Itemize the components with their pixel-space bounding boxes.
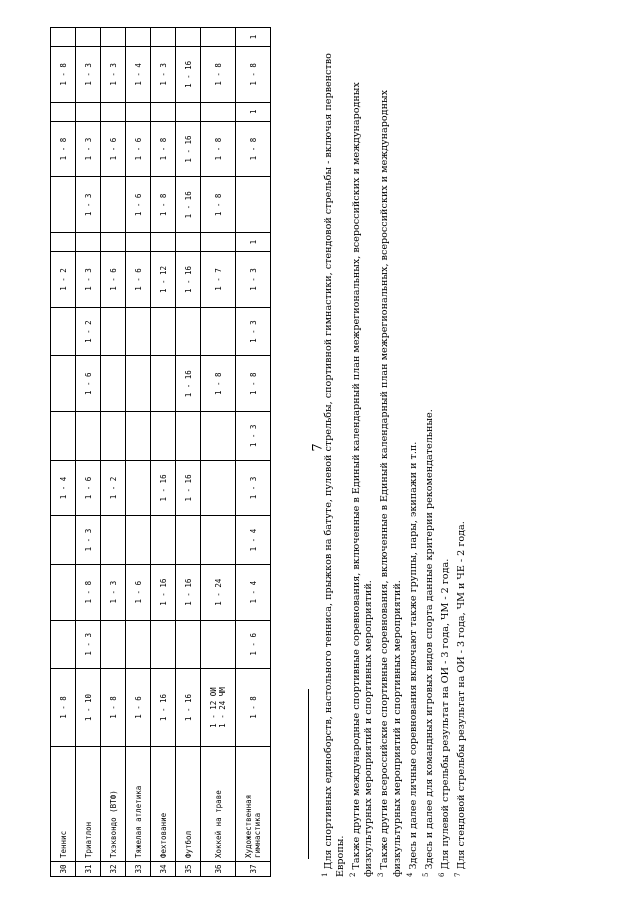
table-cell bbox=[236, 307, 271, 355]
table-cell bbox=[151, 121, 176, 177]
sport-name: Теннис bbox=[51, 747, 76, 862]
cell-line: 1 - 8 bbox=[58, 63, 68, 86]
table-cell bbox=[51, 460, 76, 516]
table-cell bbox=[236, 669, 271, 747]
cell-line: 1 - 12 ОИ bbox=[209, 687, 218, 728]
sport-name: Триатлон bbox=[76, 747, 101, 862]
cell-line: 1 - 6 bbox=[248, 633, 258, 656]
footnote bbox=[436, 27, 452, 877]
cell-line: 1 - 8 bbox=[158, 193, 168, 217]
table-cell bbox=[201, 669, 236, 747]
table-cell bbox=[151, 460, 176, 516]
table-cell bbox=[126, 121, 151, 177]
cell-line: 1 - 3 bbox=[83, 633, 93, 656]
sport-name: Хоккей на траве bbox=[201, 747, 236, 862]
table-cell bbox=[201, 177, 236, 233]
row-number: 33 bbox=[126, 862, 151, 877]
table-row bbox=[201, 28, 236, 877]
table-cell bbox=[201, 121, 236, 177]
table-row bbox=[126, 28, 151, 877]
table-cell bbox=[101, 252, 126, 308]
table-cell bbox=[151, 252, 176, 308]
table-cell bbox=[176, 252, 201, 308]
cell-line: 1 - 3 bbox=[158, 63, 168, 86]
cell-line: 1 - 8 bbox=[108, 696, 118, 719]
cell-line: 1 - 6 bbox=[133, 193, 143, 217]
table-cell bbox=[176, 233, 201, 252]
table-cell bbox=[201, 460, 236, 516]
table-cell bbox=[176, 412, 201, 460]
table-cell bbox=[201, 102, 236, 121]
table-cell bbox=[126, 669, 151, 747]
cell-line: 1 - 8 bbox=[83, 580, 93, 604]
row-number: 30 bbox=[51, 862, 76, 877]
table-cell bbox=[76, 412, 101, 460]
table-cell bbox=[76, 252, 101, 308]
footnote-text: Для спортивных единоборств, настольного тенниса, прыжков на батуте, пулевой стрельбы, спортивной гимнастики, стендовой стрельбы - включая первенство Европы. bbox=[323, 53, 347, 877]
row-number: 34 bbox=[151, 862, 176, 877]
cell-line: 1 - 3 bbox=[248, 268, 258, 291]
cell-line: 1 - 3 bbox=[248, 476, 258, 500]
footnote-text: Для пулевой стрельбы результат на ОИ - 3 года, ЧМ - 2 года. bbox=[440, 558, 452, 870]
cell-line: 1 - 3 bbox=[108, 63, 118, 86]
table-cell bbox=[101, 516, 126, 564]
table-cell bbox=[151, 233, 176, 252]
table-row bbox=[236, 28, 271, 877]
table-cell bbox=[151, 177, 176, 233]
cell-line: 1 bbox=[248, 239, 258, 245]
table-cell bbox=[76, 620, 101, 668]
table-cell bbox=[51, 252, 76, 308]
table-cell bbox=[101, 102, 126, 121]
table-cell bbox=[76, 102, 101, 121]
table-cell bbox=[51, 356, 76, 412]
table-cell bbox=[176, 177, 201, 233]
table-cell bbox=[176, 121, 201, 177]
table-cell bbox=[236, 412, 271, 460]
footnote bbox=[319, 27, 347, 877]
table-cell bbox=[236, 46, 271, 102]
cell-line: 1 - 4 bbox=[133, 63, 143, 86]
cell-line: 1 - 16 bbox=[183, 474, 193, 502]
table-cell bbox=[201, 28, 236, 47]
footnote-text: Также другие международные спортивные соревнования, включенные в Единый календарный план межрегиональных, всероссийских и международных физкультурных мероприятий и спортивных мероприятий. bbox=[351, 82, 375, 877]
table-cell bbox=[151, 669, 176, 747]
cell-line: 1 - 3 bbox=[83, 193, 93, 217]
cell-line: 1 - 8 bbox=[248, 137, 258, 161]
table-cell bbox=[126, 252, 151, 308]
cell-line: 1 - 8 bbox=[213, 193, 223, 217]
table-cell bbox=[201, 620, 236, 668]
table-cell bbox=[236, 564, 271, 620]
table-cell bbox=[51, 669, 76, 747]
footnote-mark: 2 bbox=[349, 872, 358, 877]
sport-name: Фехтование bbox=[151, 747, 176, 862]
table-cell bbox=[126, 516, 151, 564]
table-cell bbox=[101, 121, 126, 177]
table-cell bbox=[76, 564, 101, 620]
cell-line: 1 - 3 bbox=[83, 268, 93, 291]
table-cell bbox=[176, 28, 201, 47]
table-cell bbox=[176, 460, 201, 516]
table-cell bbox=[51, 516, 76, 564]
footnote bbox=[420, 27, 436, 877]
table-cell bbox=[76, 516, 101, 564]
cell-line: 1 - 8 bbox=[58, 696, 68, 719]
table-cell bbox=[201, 356, 236, 412]
cell-line: 1 - 6 bbox=[133, 696, 143, 719]
table-cell bbox=[126, 307, 151, 355]
table-cell bbox=[151, 102, 176, 121]
table-cell bbox=[101, 412, 126, 460]
table-cell bbox=[151, 46, 176, 102]
cell-line: 1 - 6 bbox=[83, 476, 93, 500]
row-number: 32 bbox=[101, 862, 126, 877]
cell-line: 1 - 2 bbox=[108, 476, 118, 500]
table-cell bbox=[126, 620, 151, 668]
table-cell bbox=[201, 516, 236, 564]
cell-line: 1 - 4 bbox=[248, 528, 258, 552]
table-cell bbox=[101, 28, 126, 47]
table-cell bbox=[126, 233, 151, 252]
table-cell bbox=[76, 28, 101, 47]
table-cell bbox=[51, 46, 76, 102]
table-cell bbox=[101, 177, 126, 233]
cell-line: 1 - 8 bbox=[58, 137, 68, 161]
table-cell bbox=[76, 460, 101, 516]
cell-line: 1 - 24 bbox=[213, 578, 223, 606]
table-cell bbox=[76, 121, 101, 177]
table-cell bbox=[176, 564, 201, 620]
cell-line: 1 - 3 bbox=[248, 320, 258, 343]
table-cell bbox=[101, 46, 126, 102]
cell-line: 1 - 16 bbox=[158, 578, 168, 606]
table-cell bbox=[51, 233, 76, 252]
table-cell bbox=[51, 177, 76, 233]
cell-line: 1 - 8 bbox=[248, 696, 258, 719]
row-number: 35 bbox=[176, 862, 201, 877]
table-cell bbox=[51, 307, 76, 355]
table-cell bbox=[126, 46, 151, 102]
table-cell bbox=[51, 620, 76, 668]
table-cell bbox=[51, 564, 76, 620]
table-cell bbox=[201, 307, 236, 355]
footnote-mark: 3 bbox=[377, 872, 386, 877]
table-cell bbox=[236, 177, 271, 233]
table-cell bbox=[76, 233, 101, 252]
table-cell bbox=[176, 356, 201, 412]
cell-line: 1 - 16 bbox=[183, 578, 193, 606]
table-row bbox=[101, 28, 126, 877]
footnote-text: Здесь и далее для командных игровых видов спорта данные критерии рекомендательные. bbox=[423, 409, 435, 870]
cell-line: 1 - 4 bbox=[58, 476, 68, 500]
footnote-text: Также другие всероссийские спортивные соревнования, включенные в Единый календарный план межрегиональных, всероссийских и международных физкультурных мероприятий и спортивных мероприятий. bbox=[379, 89, 403, 877]
cell-line: 1 - 16 bbox=[183, 370, 193, 398]
cell-line: 1 - 6 bbox=[133, 580, 143, 604]
cell-line: 1 - 12 bbox=[158, 265, 168, 294]
sport-name: Тяжелая атлетика bbox=[126, 747, 151, 862]
cell-line: 1 - 16 bbox=[158, 474, 168, 502]
cell-line: 1 - 8 bbox=[213, 63, 223, 86]
table-cell bbox=[126, 177, 151, 233]
cell-line: 1 - 4 bbox=[248, 580, 258, 604]
table-cell bbox=[176, 516, 201, 564]
sport-name: Футбол bbox=[176, 747, 201, 862]
table-cell bbox=[176, 669, 201, 747]
table-cell bbox=[126, 412, 151, 460]
table-row bbox=[151, 28, 176, 877]
table-cell bbox=[101, 356, 126, 412]
cell-line: 1 - 2 bbox=[83, 320, 93, 343]
cell-line: 1 - 16 bbox=[183, 135, 193, 163]
table-cell bbox=[101, 564, 126, 620]
table-cell bbox=[236, 620, 271, 668]
cell-line: 1 bbox=[248, 109, 258, 114]
row-number: 37 bbox=[236, 862, 271, 877]
footnote bbox=[375, 27, 403, 877]
cell-line: 1 - 24 ЧМ bbox=[218, 687, 227, 728]
footnote-text: Здесь и далее личные соревнования включают также группы, пары, экипажи и т.п. bbox=[407, 441, 419, 870]
table-cell bbox=[236, 252, 271, 308]
cell-line: 1 - 7 bbox=[213, 268, 223, 291]
cell-line: 1 - 3 bbox=[83, 137, 93, 161]
cell-line: 1 - 16 bbox=[158, 693, 168, 722]
table-cell bbox=[201, 46, 236, 102]
table-cell bbox=[51, 412, 76, 460]
table-cell bbox=[51, 28, 76, 47]
table-cell bbox=[176, 307, 201, 355]
cell-line: 1 - 8 bbox=[248, 372, 258, 396]
table-cell bbox=[51, 102, 76, 121]
cell-line: 1 - 8 bbox=[213, 372, 223, 396]
cell-line: 1 - 16 bbox=[183, 693, 193, 722]
footnote-mark: 4 bbox=[405, 872, 414, 877]
sport-name: Тхэквондо (ВТФ) bbox=[101, 747, 126, 862]
table-cell bbox=[101, 460, 126, 516]
table-cell bbox=[76, 669, 101, 747]
cell-line: 1 bbox=[248, 34, 258, 40]
table-cell bbox=[201, 233, 236, 252]
table-cell bbox=[236, 460, 271, 516]
cell-line: 1 - 6 bbox=[83, 372, 93, 396]
table-cell bbox=[176, 46, 201, 102]
table-cell bbox=[201, 564, 236, 620]
table-cell bbox=[151, 356, 176, 412]
cell-line: 1 - 16 bbox=[183, 265, 193, 294]
cell-line: 1 - 3 bbox=[83, 63, 93, 86]
footnote-mark: 5 bbox=[421, 872, 430, 877]
cell-line: 1 - 6 bbox=[133, 268, 143, 291]
cell-line: 1 - 3 bbox=[83, 528, 93, 552]
cell-line: 1 - 8 bbox=[248, 63, 258, 86]
table-cell bbox=[151, 412, 176, 460]
table-cell bbox=[126, 460, 151, 516]
cell-line: 1 - 2 bbox=[58, 268, 68, 291]
table-cell bbox=[201, 252, 236, 308]
footnote-mark: 6 bbox=[437, 872, 446, 877]
table-cell bbox=[151, 620, 176, 668]
table-cell bbox=[176, 102, 201, 121]
table-cell bbox=[76, 356, 101, 412]
footnote-mark: 1 bbox=[321, 872, 329, 877]
table-cell bbox=[101, 233, 126, 252]
footnote bbox=[347, 27, 375, 877]
table-cell bbox=[126, 28, 151, 47]
table-row bbox=[76, 28, 101, 877]
criteria-table bbox=[50, 27, 271, 877]
table-cell bbox=[151, 516, 176, 564]
table-cell bbox=[151, 564, 176, 620]
cell-line: 1 - 3 bbox=[108, 580, 118, 604]
table-cell bbox=[76, 46, 101, 102]
table-cell bbox=[101, 307, 126, 355]
footnote-rule bbox=[308, 689, 309, 859]
table-cell bbox=[101, 620, 126, 668]
footnote-mark: 7 bbox=[454, 872, 463, 877]
footnotes bbox=[308, 27, 468, 877]
row-number: 36 bbox=[201, 862, 236, 877]
table-row bbox=[176, 28, 201, 877]
table-cell bbox=[176, 620, 201, 668]
table-cell bbox=[126, 356, 151, 412]
cell-line: 1 - 10 bbox=[83, 693, 93, 722]
table-cell bbox=[151, 307, 176, 355]
table-cell bbox=[236, 28, 271, 47]
table-cell bbox=[101, 669, 126, 747]
footnote-text: Для стендовой стрельбы результат на ОИ - 3 года, ЧМ и ЧЕ - 2 года. bbox=[456, 521, 468, 870]
cell-line: 1 - 6 bbox=[133, 137, 143, 161]
table-cell bbox=[236, 121, 271, 177]
table-cell bbox=[236, 356, 271, 412]
table-cell bbox=[236, 233, 271, 252]
table-cell bbox=[151, 28, 176, 47]
table-cell bbox=[126, 102, 151, 121]
table-cell bbox=[201, 412, 236, 460]
footnote bbox=[404, 27, 420, 877]
table-cell bbox=[126, 564, 151, 620]
table-row bbox=[51, 28, 76, 877]
cell-line: 1 - 3 bbox=[248, 424, 258, 448]
sport-name: Художественная гимнастика bbox=[236, 747, 271, 862]
cell-line: 1 - 6 bbox=[108, 268, 118, 291]
table-cell bbox=[236, 102, 271, 121]
page-number: 7 bbox=[310, 443, 326, 452]
footnote bbox=[452, 27, 468, 877]
cell-line: 1 - 16 bbox=[183, 191, 193, 219]
cell-line: 1 - 8 bbox=[213, 137, 223, 161]
rotated-sheet bbox=[50, 27, 590, 877]
row-number: 31 bbox=[76, 862, 101, 877]
table-cell bbox=[51, 121, 76, 177]
cell-line: 1 - 8 bbox=[158, 137, 168, 161]
table-cell bbox=[76, 307, 101, 355]
cell-line: 1 - 6 bbox=[108, 137, 118, 161]
table-cell bbox=[236, 516, 271, 564]
cell-line: 1 - 16 bbox=[183, 60, 193, 88]
table-cell bbox=[76, 177, 101, 233]
